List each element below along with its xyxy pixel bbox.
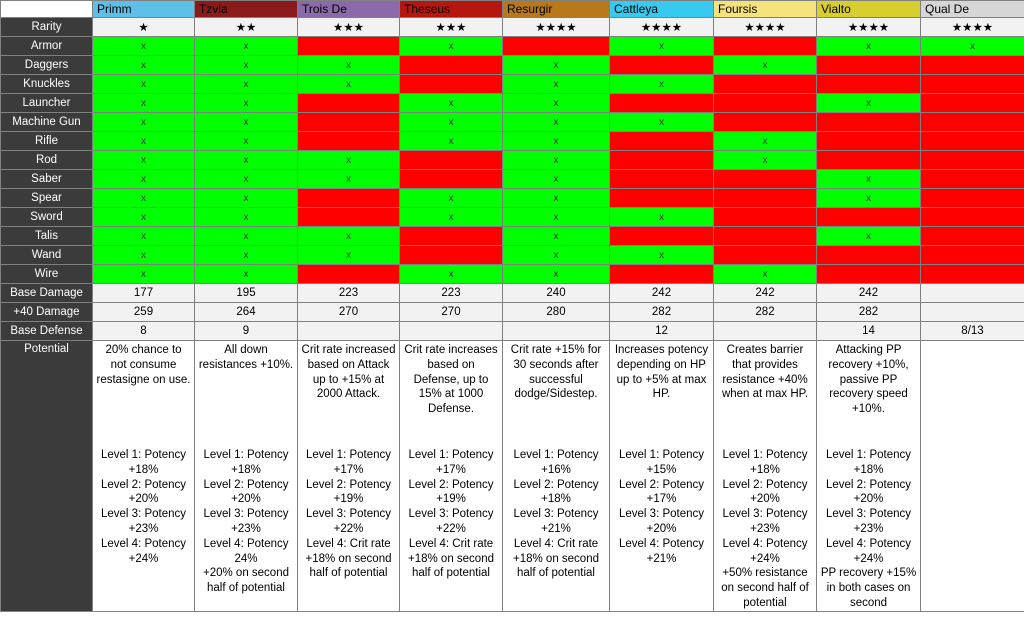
potential-description: Crit rate increased based on Attack up to +15% at 2000 Attack.	[301, 344, 396, 401]
incompatible-cell	[921, 75, 1024, 94]
stat-cell	[714, 322, 817, 341]
rarity-cell: ★★★★	[610, 18, 714, 37]
incompatible-cell	[610, 151, 714, 170]
compatible-mark: x	[553, 98, 559, 109]
incompatible-cell	[298, 94, 400, 113]
compatible-mark: x	[659, 250, 664, 261]
weapon-row	[1, 56, 1024, 75]
compatible-cell	[93, 227, 195, 246]
potential-levels: Level 1: Potency +18% Level 2: Potency +20% Level 3: Potency +23% Level 4: Potency +24% +50% resistance on second half of potential	[721, 449, 809, 609]
column-header: Qual De	[921, 1, 1024, 18]
potential-cell	[400, 341, 503, 612]
compatible-cell	[298, 227, 400, 246]
incompatible-cell	[610, 170, 714, 189]
compatible-mark: x	[553, 155, 559, 166]
compatible-cell	[93, 132, 195, 151]
incompatible-cell	[298, 265, 400, 284]
incompatible-cell	[921, 151, 1024, 170]
compatible-cell	[93, 56, 195, 75]
corner-cell	[1, 1, 93, 18]
column-header: Vialto	[817, 1, 921, 18]
incompatible-cell	[921, 208, 1024, 227]
compatible-mark: x	[762, 136, 768, 147]
weapon-row	[1, 246, 1024, 265]
compatible-mark: x	[141, 136, 146, 147]
compatible-cell	[400, 113, 503, 132]
rarity-cell: ★★	[195, 18, 298, 37]
compatible-cell	[610, 208, 714, 227]
incompatible-cell	[714, 246, 817, 265]
compatible-cell	[503, 246, 610, 265]
potential-levels: Level 1: Potency +17% Level 2: Potency +19% Level 3: Potency +22% Level 4: Crit rate +18% on second half of potential	[408, 449, 494, 580]
compatible-cell	[503, 75, 610, 94]
compatible-cell	[298, 151, 400, 170]
column-header: Foursis	[714, 1, 817, 18]
potential-description	[924, 343, 1021, 448]
column-header: Primm	[93, 1, 195, 18]
compatible-mark: x	[243, 79, 249, 90]
weapon-row	[1, 132, 1024, 151]
incompatible-cell	[921, 94, 1024, 113]
compatible-cell	[503, 94, 610, 113]
stat-cell	[503, 322, 610, 341]
potential-description: All down resistances +10%.	[198, 344, 294, 371]
compatible-mark: x	[141, 60, 146, 71]
stat-row	[1, 284, 1024, 303]
compatible-mark: x	[141, 98, 146, 109]
compatible-cell	[195, 170, 298, 189]
weapon-row	[1, 113, 1024, 132]
row-label: Potential	[1, 341, 93, 612]
compatible-cell	[195, 113, 298, 132]
stat-cell: 242	[714, 284, 817, 303]
incompatible-cell	[714, 94, 817, 113]
incompatible-cell	[921, 56, 1024, 75]
compatible-mark: x	[970, 41, 975, 52]
compatible-mark: x	[762, 269, 768, 280]
compatible-cell	[503, 56, 610, 75]
incompatible-cell	[921, 113, 1024, 132]
stat-cell: 9	[195, 322, 298, 341]
row-label: Armor	[1, 37, 93, 56]
incompatible-cell	[610, 94, 714, 113]
row-label: Rifle	[1, 132, 93, 151]
incompatible-cell	[400, 151, 503, 170]
incompatible-cell	[921, 132, 1024, 151]
compatible-cell	[93, 189, 195, 208]
rarity-cell: ★★★	[400, 18, 503, 37]
compatible-cell	[298, 170, 400, 189]
compatible-cell	[714, 265, 817, 284]
compatible-cell	[503, 113, 610, 132]
incompatible-cell	[817, 265, 921, 284]
compatible-cell	[195, 227, 298, 246]
row-label: Wand	[1, 246, 93, 265]
compatible-mark: x	[243, 212, 249, 223]
compatible-cell	[195, 37, 298, 56]
stat-cell: 14	[817, 322, 921, 341]
potential-cell	[921, 341, 1024, 612]
potential-levels: Level 1: Potency +15% Level 2: Potency +17% Level 3: Potency +20% Level 4: Potency +21%	[618, 449, 705, 565]
incompatible-cell	[610, 56, 714, 75]
stat-cell: 8/13	[921, 322, 1024, 341]
compatible-mark: x	[553, 269, 559, 280]
compatible-mark: x	[553, 250, 559, 261]
compatible-cell	[195, 265, 298, 284]
stat-row	[1, 322, 1024, 341]
compatible-mark: x	[243, 136, 249, 147]
stat-cell: 8	[93, 322, 195, 341]
stat-cell: 264	[195, 303, 298, 322]
compatible-mark: x	[659, 117, 664, 128]
compatible-cell	[503, 151, 610, 170]
incompatible-cell	[610, 265, 714, 284]
compatible-cell	[503, 227, 610, 246]
potential-description: Crit rate increases based on Defense, up to 15% at 1000 Defense.	[404, 344, 498, 416]
incompatible-cell	[298, 189, 400, 208]
compatible-mark: x	[448, 269, 454, 280]
compatible-mark: x	[553, 79, 559, 90]
compatible-mark: x	[346, 79, 351, 90]
compatible-cell	[93, 113, 195, 132]
compatible-cell	[503, 170, 610, 189]
compatible-mark: x	[553, 60, 559, 71]
compatible-cell	[817, 227, 921, 246]
row-label: Saber	[1, 170, 93, 189]
incompatible-cell	[400, 246, 503, 265]
potential-levels: Level 1: Potency +18% Level 2: Potency +20% Level 3: Potency +23% Level 4: Potency +24%	[100, 449, 187, 565]
compatible-mark: x	[448, 212, 454, 223]
compatible-cell	[817, 37, 921, 56]
column-header: Tzvia	[195, 1, 298, 18]
compatible-cell	[195, 94, 298, 113]
row-label: Daggers	[1, 56, 93, 75]
potential-description: Increases potency depending on HP up to +5% at max HP.	[614, 344, 709, 401]
stat-cell: 223	[400, 284, 503, 303]
stat-cell: 270	[298, 303, 400, 322]
compatible-mark: x	[346, 155, 351, 166]
incompatible-cell	[817, 246, 921, 265]
compatible-mark: x	[141, 250, 146, 261]
stat-cell: 195	[195, 284, 298, 303]
row-label: Sword	[1, 208, 93, 227]
compatible-mark: x	[448, 136, 454, 147]
compatible-cell	[93, 75, 195, 94]
weapon-row	[1, 170, 1024, 189]
compatible-mark: x	[243, 155, 249, 166]
compatible-mark: x	[866, 193, 871, 204]
compatible-mark: x	[141, 193, 146, 204]
incompatible-cell	[921, 246, 1024, 265]
incompatible-cell	[714, 189, 817, 208]
compatible-cell	[714, 56, 817, 75]
compatible-cell	[195, 208, 298, 227]
incompatible-cell	[400, 56, 503, 75]
row-label: Base Damage	[1, 284, 93, 303]
weapon-row	[1, 208, 1024, 227]
compatible-mark: x	[141, 79, 146, 90]
incompatible-cell	[714, 37, 817, 56]
stat-cell: 270	[400, 303, 503, 322]
incompatible-cell	[817, 56, 921, 75]
compatible-mark: x	[553, 212, 559, 223]
rarity-cell: ★	[93, 18, 195, 37]
compatible-mark: x	[448, 41, 454, 52]
compatible-cell	[298, 246, 400, 265]
row-label: Base Defense	[1, 322, 93, 341]
compatible-cell	[400, 132, 503, 151]
stat-cell: 242	[817, 284, 921, 303]
compatible-mark: x	[659, 41, 664, 52]
compatible-cell	[817, 189, 921, 208]
compatible-mark: x	[243, 117, 249, 128]
compatible-cell	[714, 151, 817, 170]
compatible-mark: x	[141, 174, 146, 185]
compatible-mark: x	[866, 41, 871, 52]
compatible-mark: x	[553, 193, 559, 204]
potential-description: Crit rate +15% for 30 seconds after successful dodge/Sidestep.	[510, 344, 602, 401]
compatible-mark: x	[346, 250, 351, 261]
compatible-mark: x	[141, 269, 146, 280]
compatible-mark: x	[866, 231, 871, 242]
stat-cell	[921, 303, 1024, 322]
compatible-mark: x	[141, 117, 146, 128]
incompatible-cell	[298, 37, 400, 56]
potential-levels: Level 1: Potency +18% Level 2: Potency +20% Level 3: Potency +23% Level 4: Potency +24% PP recovery +15% in both cases on second	[820, 449, 917, 609]
row-label: Rarity	[1, 18, 93, 37]
incompatible-cell	[400, 75, 503, 94]
rarity-cell: ★★★★	[714, 18, 817, 37]
compatible-cell	[195, 189, 298, 208]
stat-cell	[921, 284, 1024, 303]
incompatible-cell	[298, 113, 400, 132]
compatible-cell	[400, 37, 503, 56]
compatible-cell	[298, 56, 400, 75]
incompatible-cell	[921, 265, 1024, 284]
compatible-mark: x	[659, 79, 664, 90]
potential-cell	[298, 341, 400, 612]
potential-cell	[714, 341, 817, 612]
compatible-mark: x	[553, 174, 559, 185]
compatible-cell	[610, 113, 714, 132]
column-header: Cattleya	[610, 1, 714, 18]
compatible-cell	[503, 265, 610, 284]
compatible-mark: x	[243, 98, 249, 109]
incompatible-cell	[400, 170, 503, 189]
incompatible-cell	[298, 132, 400, 151]
incompatible-cell	[921, 170, 1024, 189]
potential-levels: Level 1: Potency +17% Level 2: Potency +19% Level 3: Potency +22% Level 4: Crit rate +18% on second half of potential	[305, 449, 392, 580]
compatible-mark: x	[553, 117, 559, 128]
compatible-cell	[298, 75, 400, 94]
compatible-cell	[93, 94, 195, 113]
incompatible-cell	[610, 132, 714, 151]
compatible-mark: x	[346, 60, 351, 71]
row-label: Machine Gun	[1, 113, 93, 132]
compatible-mark: x	[866, 174, 871, 185]
weapon-row	[1, 227, 1024, 246]
stat-cell: 223	[298, 284, 400, 303]
incompatible-cell	[610, 189, 714, 208]
compatible-mark: x	[141, 41, 146, 52]
incompatible-cell	[817, 113, 921, 132]
compatible-cell	[610, 75, 714, 94]
compatible-cell	[503, 208, 610, 227]
potential-description: 20% chance to not consume restasigne on use.	[96, 344, 191, 386]
weapon-row	[1, 189, 1024, 208]
stat-cell: 280	[503, 303, 610, 322]
rarity-cell: ★★★★	[503, 18, 610, 37]
compatible-mark: x	[243, 231, 249, 242]
stat-row	[1, 303, 1024, 322]
row-label: Knuckles	[1, 75, 93, 94]
column-header: Theseus	[400, 1, 503, 18]
potential-row	[1, 341, 1024, 612]
rarity-row	[1, 18, 1024, 37]
compatible-mark: x	[141, 231, 146, 242]
compatible-mark: x	[866, 98, 871, 109]
compatible-mark: x	[762, 60, 768, 71]
potential-description: Attacking PP recovery +10%, passive PP recovery speed +10%.	[828, 344, 909, 416]
potential-cell	[817, 341, 921, 612]
stat-cell: 282	[817, 303, 921, 322]
potential-levels: Level 1: Potency +18% Level 2: Potency +20% Level 3: Potency +23% Level 4: Potency 24% +20% on second half of potential	[203, 449, 289, 595]
stat-cell: 242	[610, 284, 714, 303]
rarity-cell: ★★★★	[921, 18, 1024, 37]
row-label: Rod	[1, 151, 93, 170]
compatible-cell	[400, 208, 503, 227]
compatible-mark: x	[762, 155, 768, 166]
compatible-cell	[93, 246, 195, 265]
compatible-cell	[195, 75, 298, 94]
compatible-mark: x	[141, 155, 146, 166]
incompatible-cell	[817, 151, 921, 170]
compatible-mark: x	[243, 269, 249, 280]
weapon-row	[1, 75, 1024, 94]
column-header: Resurgir	[503, 1, 610, 18]
row-label: +40 Damage	[1, 303, 93, 322]
compatible-mark: x	[553, 136, 559, 147]
stat-cell: 282	[714, 303, 817, 322]
compatible-cell	[195, 56, 298, 75]
compatible-cell	[921, 37, 1024, 56]
compatible-cell	[195, 151, 298, 170]
potential-cell	[503, 341, 610, 612]
compatible-cell	[93, 265, 195, 284]
incompatible-cell	[298, 208, 400, 227]
compatible-cell	[503, 189, 610, 208]
compatible-cell	[400, 265, 503, 284]
potential-cell	[195, 341, 298, 612]
incompatible-cell	[817, 75, 921, 94]
compatible-cell	[400, 94, 503, 113]
incompatible-cell	[714, 113, 817, 132]
stat-cell: 12	[610, 322, 714, 341]
stat-cell: 282	[610, 303, 714, 322]
incompatible-cell	[817, 132, 921, 151]
incompatible-cell	[921, 227, 1024, 246]
row-label: Wire	[1, 265, 93, 284]
stat-cell: 240	[503, 284, 610, 303]
compatible-cell	[610, 37, 714, 56]
stat-cell: 259	[93, 303, 195, 322]
compatible-cell	[195, 246, 298, 265]
rarity-cell: ★★★	[298, 18, 400, 37]
incompatible-cell	[714, 227, 817, 246]
stat-cell: 177	[93, 284, 195, 303]
row-label: Launcher	[1, 94, 93, 113]
weapon-row	[1, 151, 1024, 170]
incompatible-cell	[817, 208, 921, 227]
compatible-cell	[93, 151, 195, 170]
weapon-row	[1, 94, 1024, 113]
incompatible-cell	[921, 189, 1024, 208]
row-label: Spear	[1, 189, 93, 208]
incompatible-cell	[400, 227, 503, 246]
compatible-mark: x	[553, 231, 559, 242]
compatible-cell	[714, 132, 817, 151]
compatible-mark: x	[243, 250, 249, 261]
compatible-cell	[93, 37, 195, 56]
header-row	[1, 1, 1024, 18]
compatible-cell	[93, 170, 195, 189]
compatible-cell	[503, 132, 610, 151]
stat-cell	[400, 322, 503, 341]
compatible-cell	[400, 189, 503, 208]
potential-levels: Level 1: Potency +16% Level 2: Potency +18% Level 3: Potency +21% Level 4: Crit rate +18% on second half of potential	[513, 449, 599, 580]
compatible-cell	[817, 170, 921, 189]
compatible-mark: x	[346, 231, 351, 242]
potential-description: Creates barrier that provides resistance +40% when at max HP.	[721, 344, 809, 401]
compatible-mark: x	[243, 60, 249, 71]
incompatible-cell	[714, 75, 817, 94]
incompatible-cell	[714, 170, 817, 189]
compatible-cell	[195, 132, 298, 151]
rarity-cell: ★★★★	[817, 18, 921, 37]
compatible-mark: x	[141, 212, 146, 223]
compatible-mark: x	[659, 212, 664, 223]
weapon-row	[1, 37, 1024, 56]
compatible-mark: x	[448, 193, 454, 204]
incompatible-cell	[714, 208, 817, 227]
compatible-cell	[610, 246, 714, 265]
compatible-mark: x	[243, 41, 249, 52]
compatible-mark: x	[448, 98, 454, 109]
potential-cell	[610, 341, 714, 612]
compatible-cell	[93, 208, 195, 227]
compatible-mark: x	[346, 174, 351, 185]
stat-cell	[298, 322, 400, 341]
compatible-mark: x	[243, 193, 249, 204]
compatible-mark: x	[243, 174, 249, 185]
row-label: Talis	[1, 227, 93, 246]
compatible-cell	[817, 94, 921, 113]
compatible-mark: x	[448, 117, 454, 128]
potential-cell	[93, 341, 195, 612]
weapon-row	[1, 265, 1024, 284]
incompatible-cell	[610, 227, 714, 246]
table-body	[1, 1, 1024, 612]
column-header: Trois De	[298, 1, 400, 18]
incompatible-cell	[503, 37, 610, 56]
